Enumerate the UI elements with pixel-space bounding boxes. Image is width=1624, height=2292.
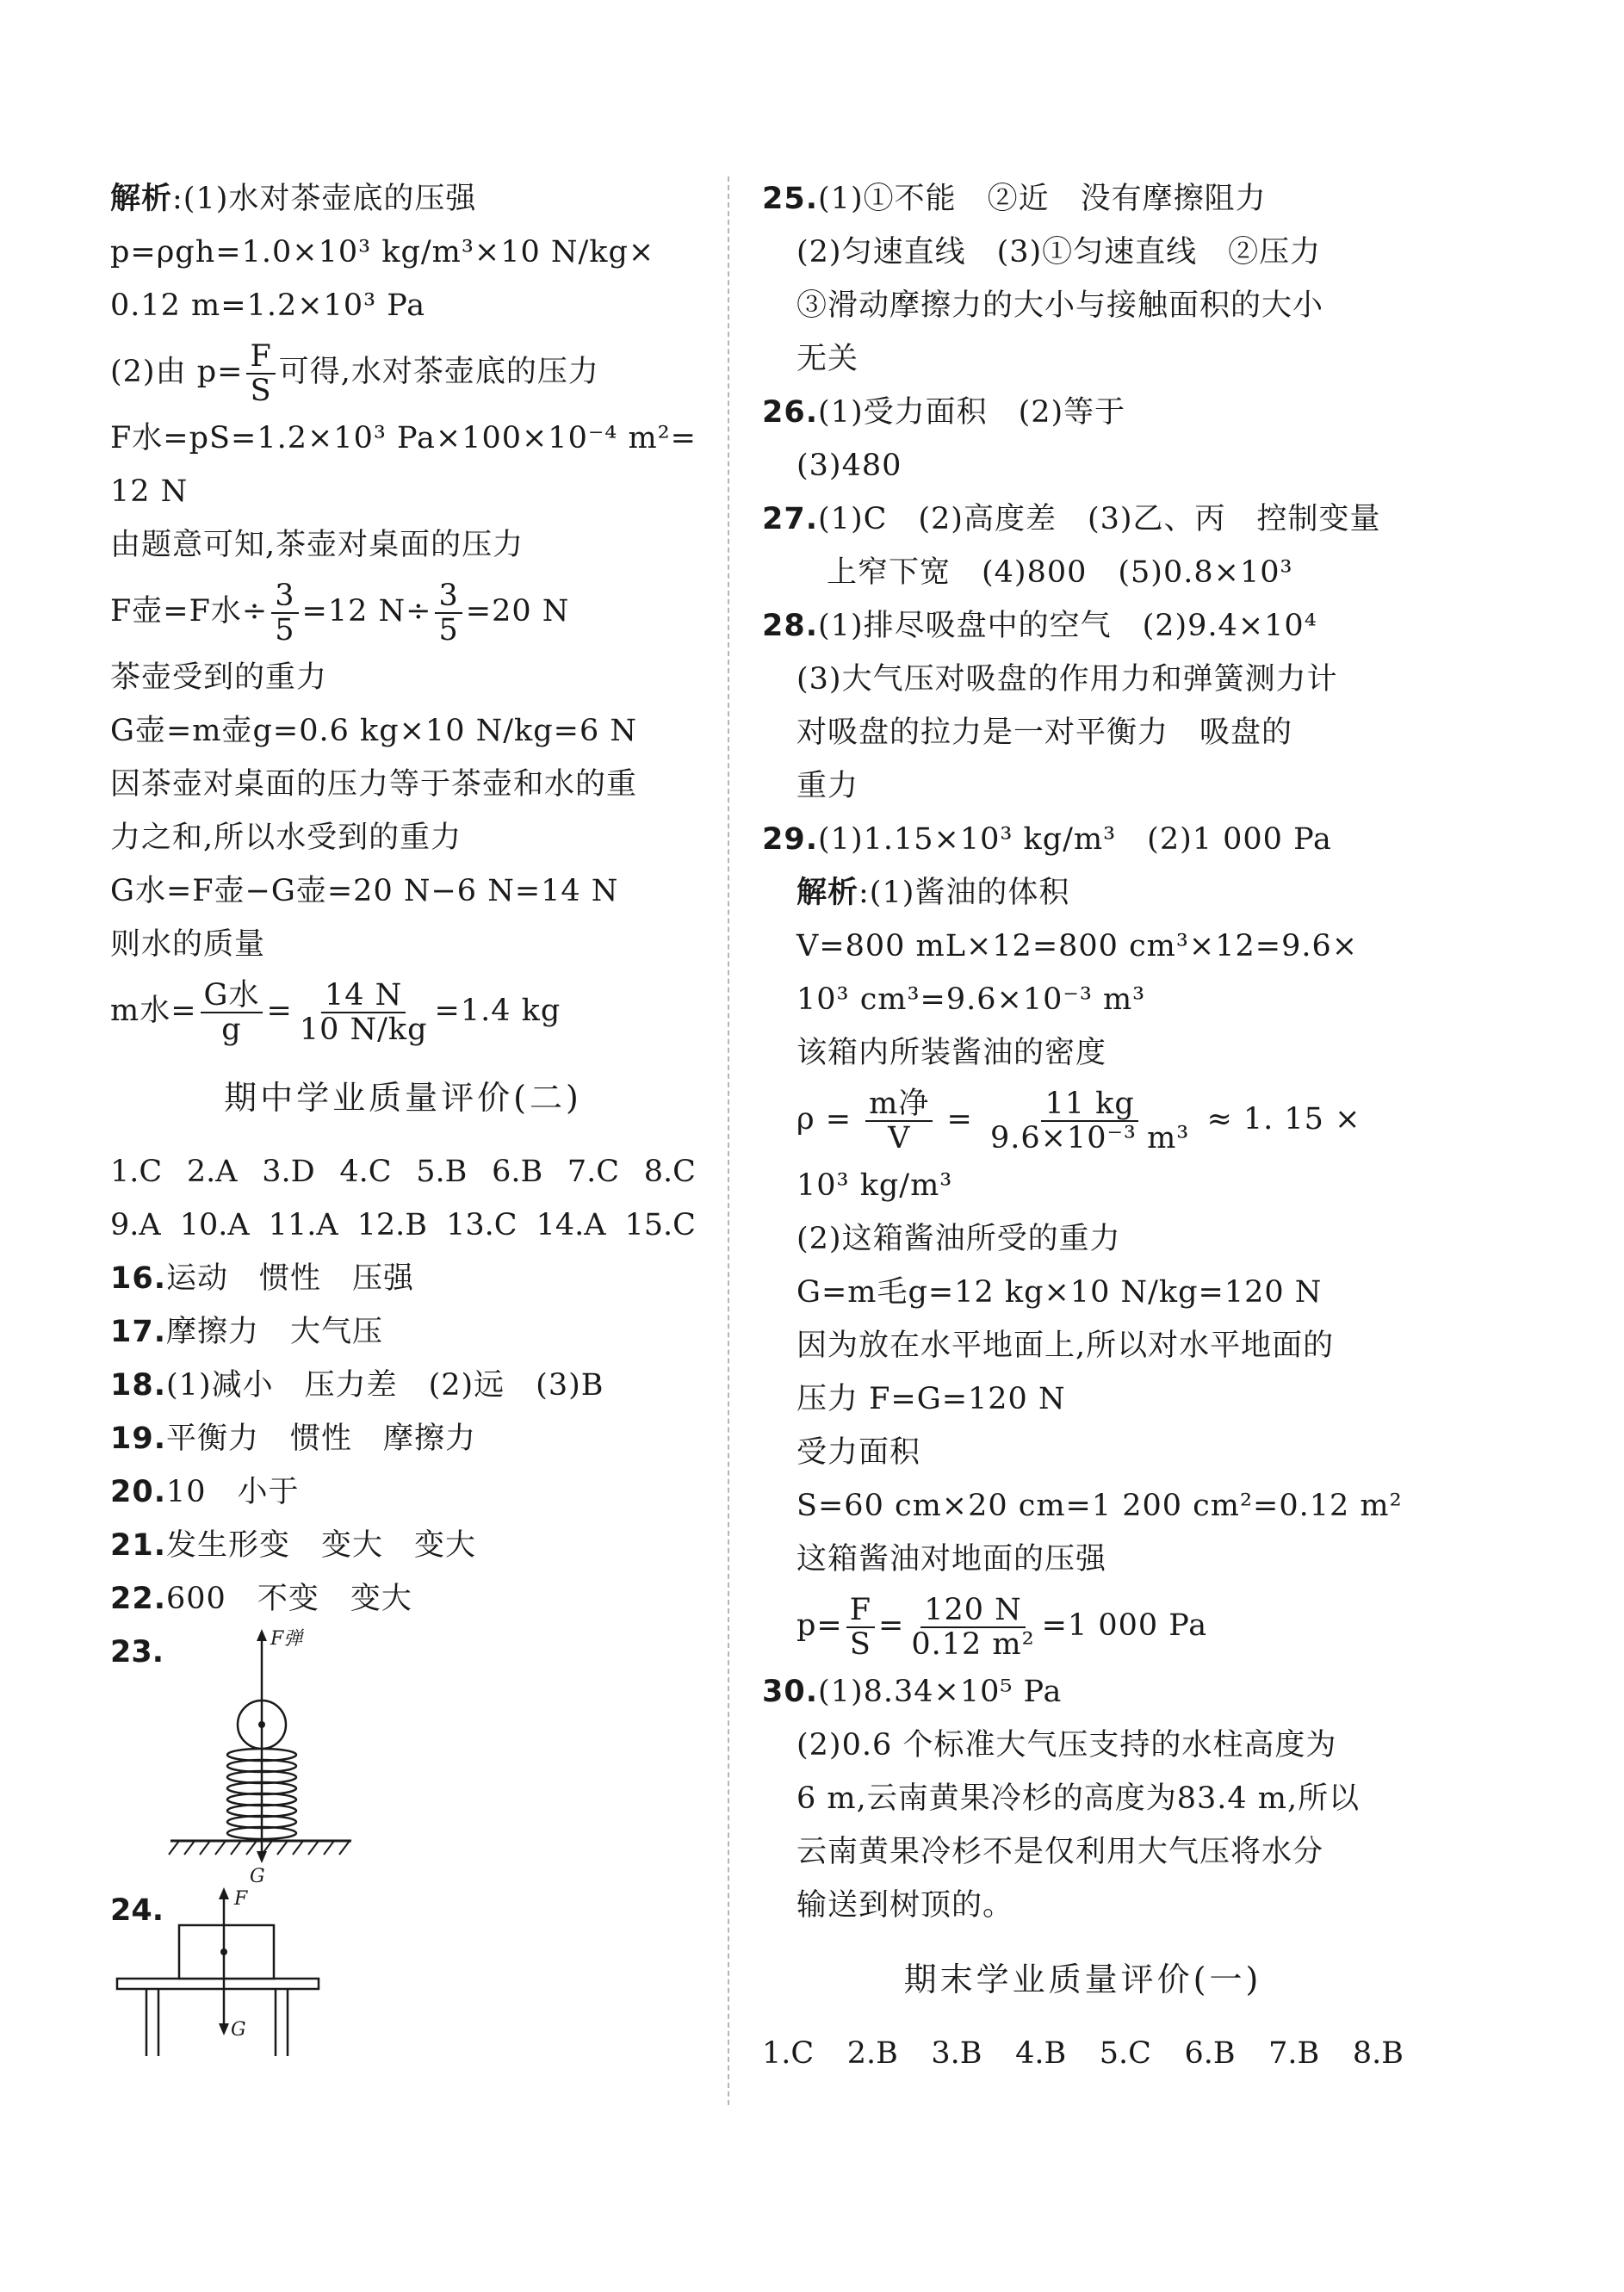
formula-line: F壶=F水÷ $\frac{3}{5}$ =12 N÷ $\frac{3}{5}$ =20 N <box>110 578 570 647</box>
answer-24: 24. F G <box>110 1884 696 2065</box>
answer-29: 29.(1)1.15×10³ kg/m³ (2)1 000 Pa <box>762 822 1332 857</box>
answer-28-line: 重力 <box>797 769 859 803</box>
force-label: F <box>234 1888 248 1910</box>
formula-line: 0.12 m=1.2×10³ Pa <box>110 288 426 323</box>
fraction: $\frac{\text{G水}}{g}$ <box>201 979 263 1046</box>
formula-line: p= $\frac{F}{S}$ = $\frac{120 N}{\text{0.12 m²}}$ =1 000 Pa <box>797 1592 1208 1662</box>
text-line: 因为放在水平地面上,所以对水平地面的 <box>797 1329 1335 1363</box>
answer-30-line: 输送到树顶的。 <box>797 1888 1014 1923</box>
answer-21: 21.发生形变 变大 变大 <box>110 1528 477 1563</box>
left-column <box>110 172 696 2065</box>
mc-answers-row: 1.C 2.B 3.B 4.B 5.C 6.B 7.B 8.B <box>762 2036 1404 2071</box>
text-line: (2)这箱酱油所受的重力 <box>797 1222 1121 1256</box>
gravity-label: G <box>250 1866 265 1884</box>
answer-27: 27.(1)C (2)高度差 (3)乙、丙 控制变量 <box>762 502 1381 536</box>
spring-ball-diagram <box>162 1626 420 1884</box>
answer-30: 30.(1)8.34×10⁵ Pa <box>762 1675 1063 1709</box>
answer-28-line: (3)大气压对吸盘的作用力和弹簧测力计 <box>797 662 1338 697</box>
answer-26-line: (3)480 <box>797 449 902 483</box>
answer-28-line: 对吸盘的拉力是一对平衡力 吸盘的 <box>797 715 1293 750</box>
text-line: 受力面积 <box>797 1435 921 1470</box>
answer-25-line: (2)匀速直线 (3)①匀速直线 ②压力 <box>797 235 1322 269</box>
fraction: $\frac{3}{5}$ <box>435 579 462 647</box>
answer-25-line: ③滑动摩擦力的大小与接触面积的大小 <box>797 288 1324 323</box>
formula-line: 压力 F=G=120 N <box>797 1382 1066 1416</box>
formula-line: G=m毛g=12 kg×10 N/kg=120 N <box>797 1275 1323 1310</box>
answer-30-line: (2)0.6 个标准大气压支持的水柱高度为 <box>797 1728 1337 1762</box>
mc-answers-row: 9.A 10.A 11.A 12.B 13.C 14.A 15.C <box>110 1208 696 1242</box>
answer-30-line: 云南黄果冷杉不是仅利用大气压将水分 <box>797 1835 1324 1869</box>
answer-20: 20.10 小于 <box>110 1475 300 1509</box>
text-line: 则水的质量 <box>110 927 266 962</box>
fraction: $\frac{3}{5}$ <box>271 579 298 647</box>
text-line: 茶壶受到的重力 <box>110 660 328 695</box>
analysis-line: 解析:(1)酱油的体积 <box>797 876 1070 910</box>
block-on-table-diagram <box>110 1884 343 2065</box>
text-line: 力之和,所以水受到的重力 <box>110 821 462 855</box>
text-line: 该箱内所装酱油的密度 <box>797 1036 1107 1070</box>
formula-line: V=800 mL×12=800 cm³×12=9.6× <box>797 929 1359 963</box>
fraction: $\frac{F}{S}$ <box>846 1594 875 1661</box>
right-column <box>762 172 1404 2080</box>
answer-26: 26.(1)受力面积 (2)等于 <box>762 395 1126 430</box>
fraction: $\frac{11 kg}{\text{9.6×10⁻³ m³}}$ <box>989 1086 1190 1155</box>
answer-18: 18.(1)减小 压力差 (2)远 (3)B <box>110 1368 604 1403</box>
column-divider <box>728 177 729 2105</box>
fraction: $\frac{14 N}{10 N/kg}$ <box>299 977 428 1047</box>
elastic-force-label: F弹 <box>270 1628 303 1650</box>
formula-line: m水= $\frac{\text{G水}}{g}$ = $\frac{14 N}{10 N/kg}$ =1.4 kg <box>110 977 561 1047</box>
answer-23: 23. F弹 G <box>110 1626 696 1884</box>
answer-16: 16.运动 惯性 压强 <box>110 1261 415 1296</box>
analysis-line: 解析:(1)水对茶壶底的压强 <box>110 182 477 216</box>
formula-line: (2)由 p= $\frac{F}{S}$ 可得,水对茶壶底的压力 <box>110 338 599 408</box>
text-line: 因茶壶对桌面的压力等于茶壶和水的重 <box>110 767 638 802</box>
answer-19: 19.平衡力 惯性 摩擦力 <box>110 1422 477 1456</box>
mc-answers-row: 1.C 2.A 3.D 4.C 5.B 6.B 7.C 8.C <box>110 1155 696 1189</box>
fraction: $\frac{F}{S}$ <box>246 340 275 407</box>
fraction: $\frac{\text{m净}}{V}$ <box>865 1087 933 1155</box>
answer-17: 17.摩擦力 大气压 <box>110 1315 384 1349</box>
text-line: 这箱酱油对地面的压强 <box>797 1542 1107 1577</box>
formula-line: F水=pS=1.2×10³ Pa×100×10⁻⁴ m²= <box>110 421 697 455</box>
formula-line: 10³ kg/m³ <box>797 1168 953 1203</box>
formula-line: p=ρgh=1.0×10³ kg/m³×10 N/kg× <box>110 235 655 269</box>
answer-25: 25.(1)①不能 ②近 没有摩擦阻力 <box>762 182 1267 216</box>
answer-28: 28.(1)排尽吸盘中的空气 (2)9.4×10⁴ <box>762 609 1317 643</box>
formula-line: S=60 cm×20 cm=1 200 cm²=0.12 m² <box>797 1489 1403 1523</box>
gravity-label: G <box>231 2019 246 2041</box>
answer-30-line: 6 m,云南黄果冷杉的高度为83.4 m,所以 <box>797 1781 1361 1816</box>
text-line: 由题意可知,茶壶对桌面的压力 <box>110 528 524 562</box>
formula-line: G水=F壶−G壶=20 N−6 N=14 N <box>110 874 619 908</box>
answer-22: 22.600 不变 变大 <box>110 1582 412 1616</box>
formula-line: G壶=m壶g=0.6 kg×10 N/kg=6 N <box>110 714 637 748</box>
formula-line: ρ = $\frac{\text{m净}}{V}$ = $\frac{11 kg}{\text{9.6×10⁻³ m³}}$ ≈ 1. 15 × <box>797 1086 1361 1155</box>
answer-27-line: 上窄下宽 (4)800 (5)0.8×10³ <box>827 555 1293 590</box>
formula-line: 12 N <box>110 474 189 509</box>
section-title: 期中学业质量评价(二) <box>224 1079 582 1117</box>
answer-25-line: 无关 <box>797 342 859 376</box>
formula-line: 10³ cm³=9.6×10⁻³ m³ <box>797 982 1146 1017</box>
fraction: $\frac{120 N}{\text{0.12 m²}}$ <box>911 1592 1035 1662</box>
section-title: 期末学业质量评价(一) <box>903 1961 1262 1998</box>
